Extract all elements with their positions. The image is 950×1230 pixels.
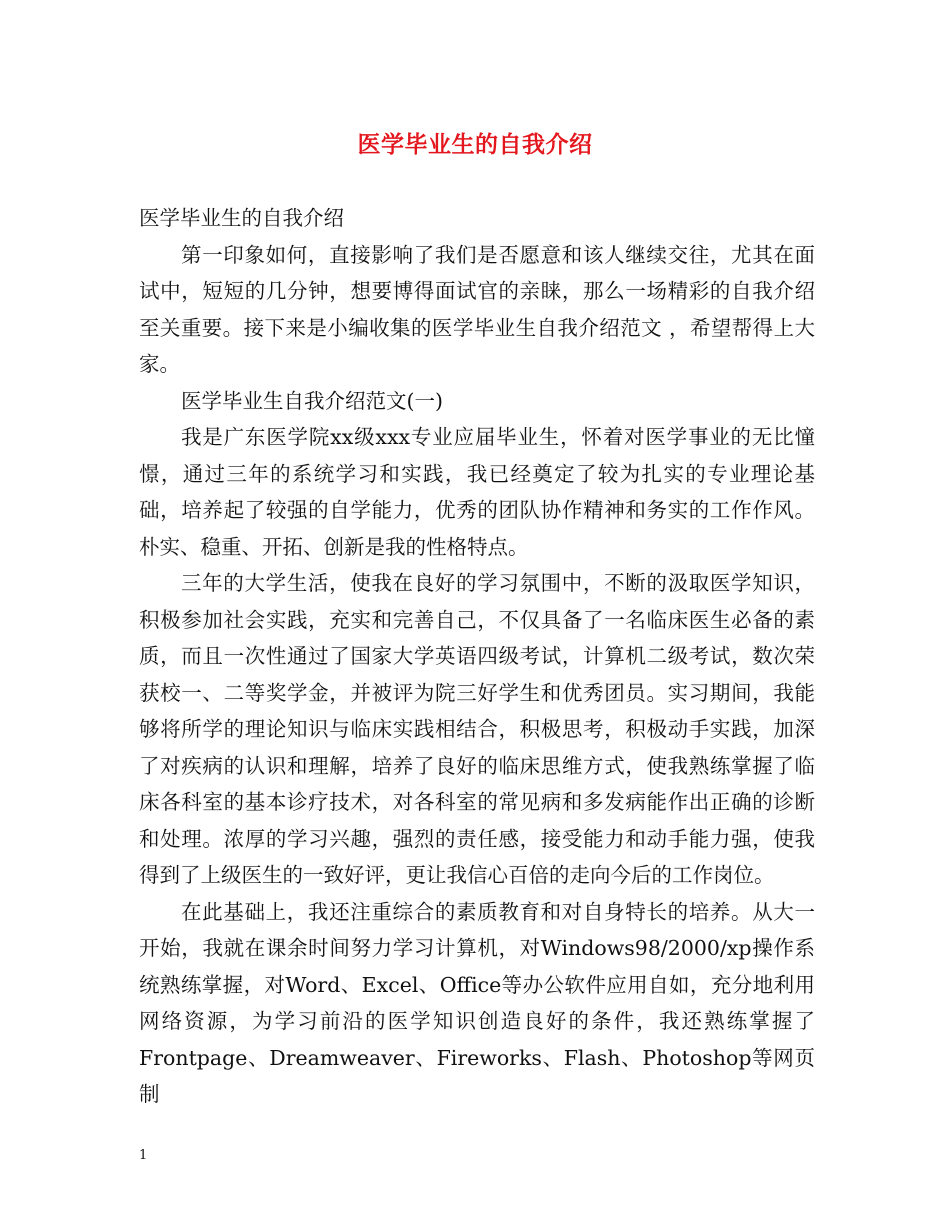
document-title: 医学毕业生的自我介绍 — [357, 131, 593, 158]
paragraph-skills: 在此基础上，我还注重综合的素质教育和对自身特长的培养。从大一开始，我就在课余时间努力学习计算机，对Windows98/2000/xp操作系统熟练掌握，对Word、Excel、Office等办公软件应用自如，充分地利用网络资源，为学习前沿的医学知识创造良好的条件，我还熟练掌握了Frontpage、Dreamweaver、Fireworks、Flash、Photoshop等网页制 — [139, 899, 815, 1106]
page-number: 1 — [139, 1148, 148, 1163]
paragraph-intro: 第一印象如何，直接影响了我们是否愿意和该人继续交往，尤其在面试中，短短的几分钟，想要博得面试官的亲睐，那么一场精彩的自我介绍至关重要。接下来是小编收集的医学毕业生自我介绍范文 ，希望帮得上大家。 — [139, 242, 815, 376]
document-body — [139, 200, 815, 1113]
paragraph-section-title: 医学毕业生自我介绍范文(一) — [181, 388, 443, 413]
paragraph-background: 我是广东医学院xx级xxx专业应届毕业生，怀着对医学事业的无比憧憬，通过三年的系统学习和实践，我已经奠定了较为扎实的专业理论基础，培养起了较强的自学能力，优秀的团队协作精神和务实的工作作风。朴实、稳重、开拓、创新是我的性格特点。 — [139, 425, 815, 559]
paragraph-university-life: 三年的大学生活，使我在良好的学习氛围中，不断的汲取医学知识，积极参加社会实践，充实和完善自己，不仅具备了一名临床医生必备的素质，而且一次性通过了国家大学英语四级考试，计算机二级考试，数次荣获校一、二等奖学金，并被评为院三好学生和优秀团员。实习期间，我能够将所学的理论知识与临床实践相结合，积极思考，积极动手实践，加深了对疾病的认识和理解，培养了良好的临床思维方式，使我熟练掌握了临床各科室的基本诊疗技术，对各科室的常见病和多发病能作出正确的诊断和处理。浓厚的学习兴趣，强烈的责任感，接受能力和动手能力强，使我得到了上级医生的一致好评，更让我信心百倍的走向今后的工作岗位。 — [139, 571, 815, 887]
paragraph-heading: 医学毕业生的自我介绍 — [139, 206, 344, 230]
